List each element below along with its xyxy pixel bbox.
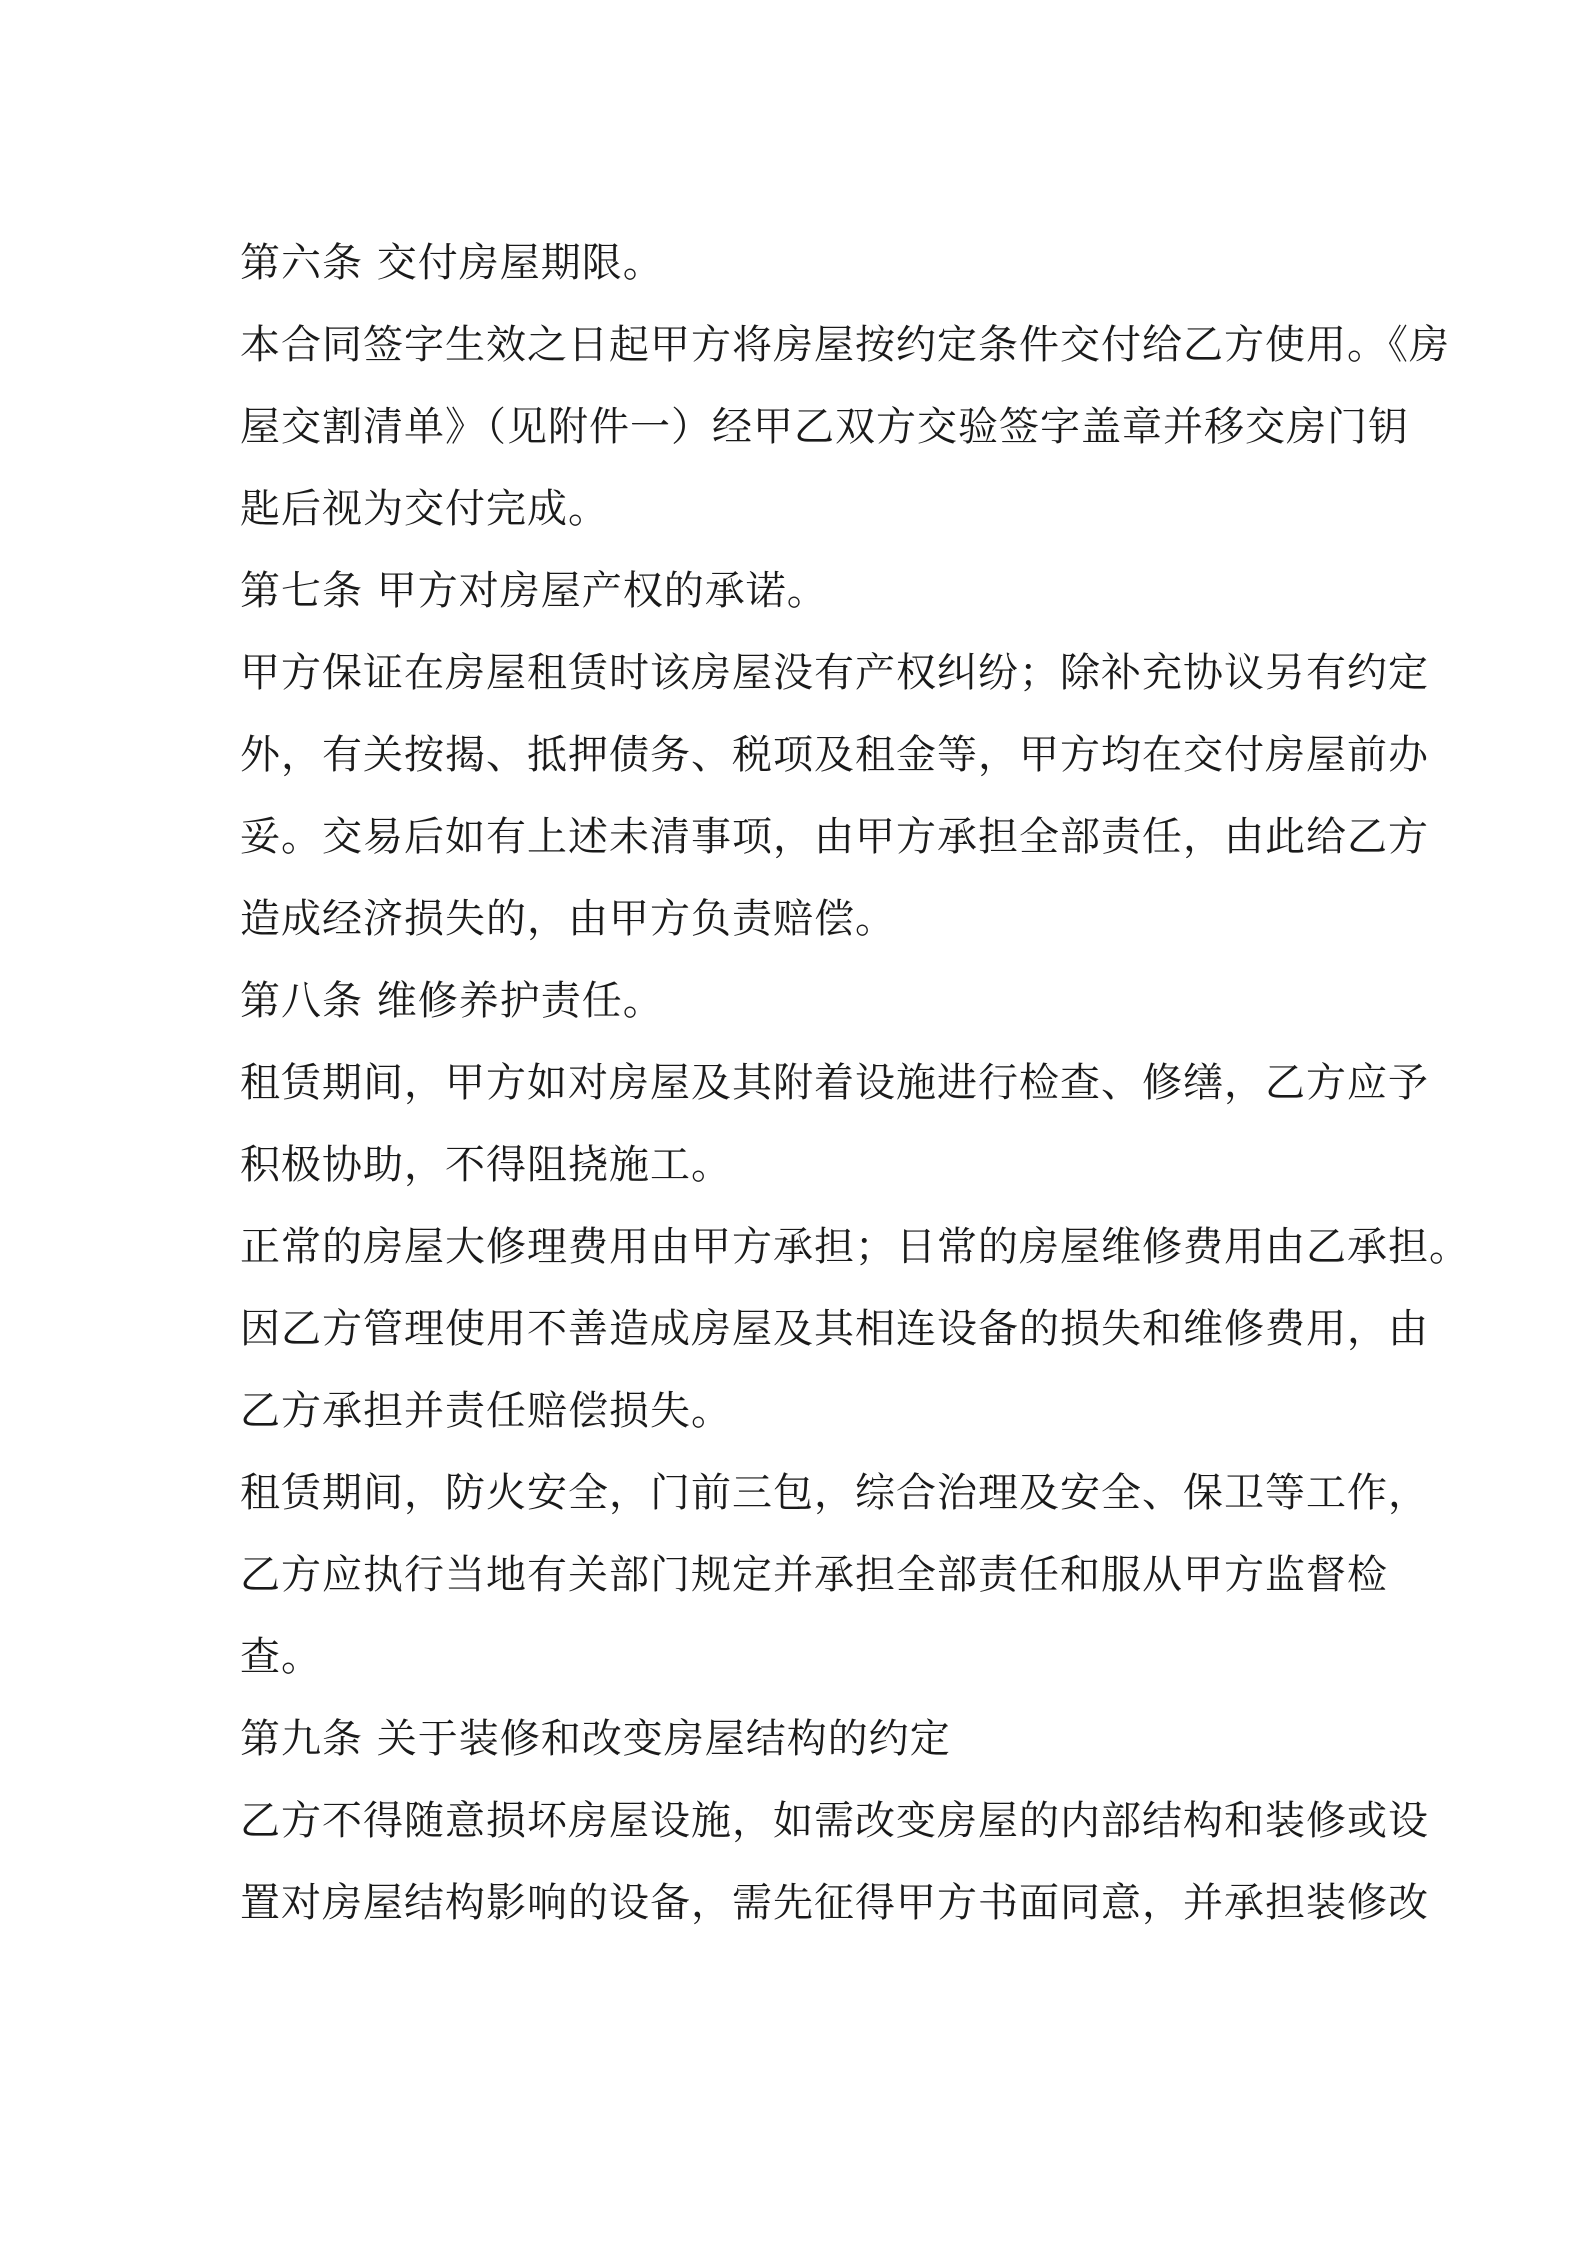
article-7-text-line: 外，有关按揭、抵押债务、税项及租金等，甲方均在交付房屋前办 xyxy=(240,732,1429,778)
article-6-text-line: 匙后视为交付完成。 xyxy=(240,486,609,532)
article-6-heading: 第六条 交付房屋期限。 xyxy=(240,240,664,286)
article-9-heading: 第九条 关于装修和改变房屋结构的约定 xyxy=(240,1716,951,1762)
article-9-text-line: 乙方不得随意损坏房屋设施，如需改变房屋的内部结构和装修或设 xyxy=(240,1798,1429,1844)
article-7-text-line: 妥。交易后如有上述未清事项，由甲方承担全部责任，由此给乙方 xyxy=(240,814,1429,860)
article-8-text-line: 查。 xyxy=(240,1634,322,1680)
article-8-text-line: 租赁期间，甲方如对房屋及其附着设施进行检查、修缮，乙方应予 xyxy=(240,1060,1429,1106)
article-8-text-line: 积极协助，不得阻挠施工。 xyxy=(240,1142,732,1188)
article-9-text-line: 置对房屋结构影响的设备，需先征得甲方书面同意，并承担装修改 xyxy=(240,1880,1429,1926)
article-7-text-line: 造成经济损失的，由甲方负责赔偿。 xyxy=(240,896,896,942)
article-8-text-line: 乙方应执行当地有关部门规定并承担全部责任和服从甲方监督检 xyxy=(240,1552,1388,1598)
article-6-text-line: 屋交割清单》（见附件一）经甲乙双方交验签字盖章并移交房门钥 xyxy=(240,404,1409,450)
article-7-heading: 第七条 甲方对房屋产权的承诺。 xyxy=(240,568,828,614)
article-8-text-line: 乙方承担并责任赔偿损失。 xyxy=(240,1388,732,1434)
article-7-text-line: 甲方保证在房屋租赁时该房屋没有产权纠纷；除补充协议另有约定 xyxy=(240,650,1429,696)
document-body xyxy=(240,222,1470,1944)
article-8-text-line: 租赁期间，防火安全，门前三包，综合治理及安全、保卫等工作， xyxy=(240,1470,1429,1516)
article-8-text-line: 因乙方管理使用不善造成房屋及其相连设备的损失和维修费用，由 xyxy=(240,1306,1429,1352)
article-6-text-line: 本合同签字生效之日起甲方将房屋按约定条件交付给乙方使用。《房 xyxy=(240,322,1450,368)
article-8-text-line: 正常的房屋大修理费用由甲方承担；日常的房屋维修费用由乙承担。 xyxy=(240,1224,1470,1270)
article-8-heading: 第八条 维修养护责任。 xyxy=(240,978,664,1024)
